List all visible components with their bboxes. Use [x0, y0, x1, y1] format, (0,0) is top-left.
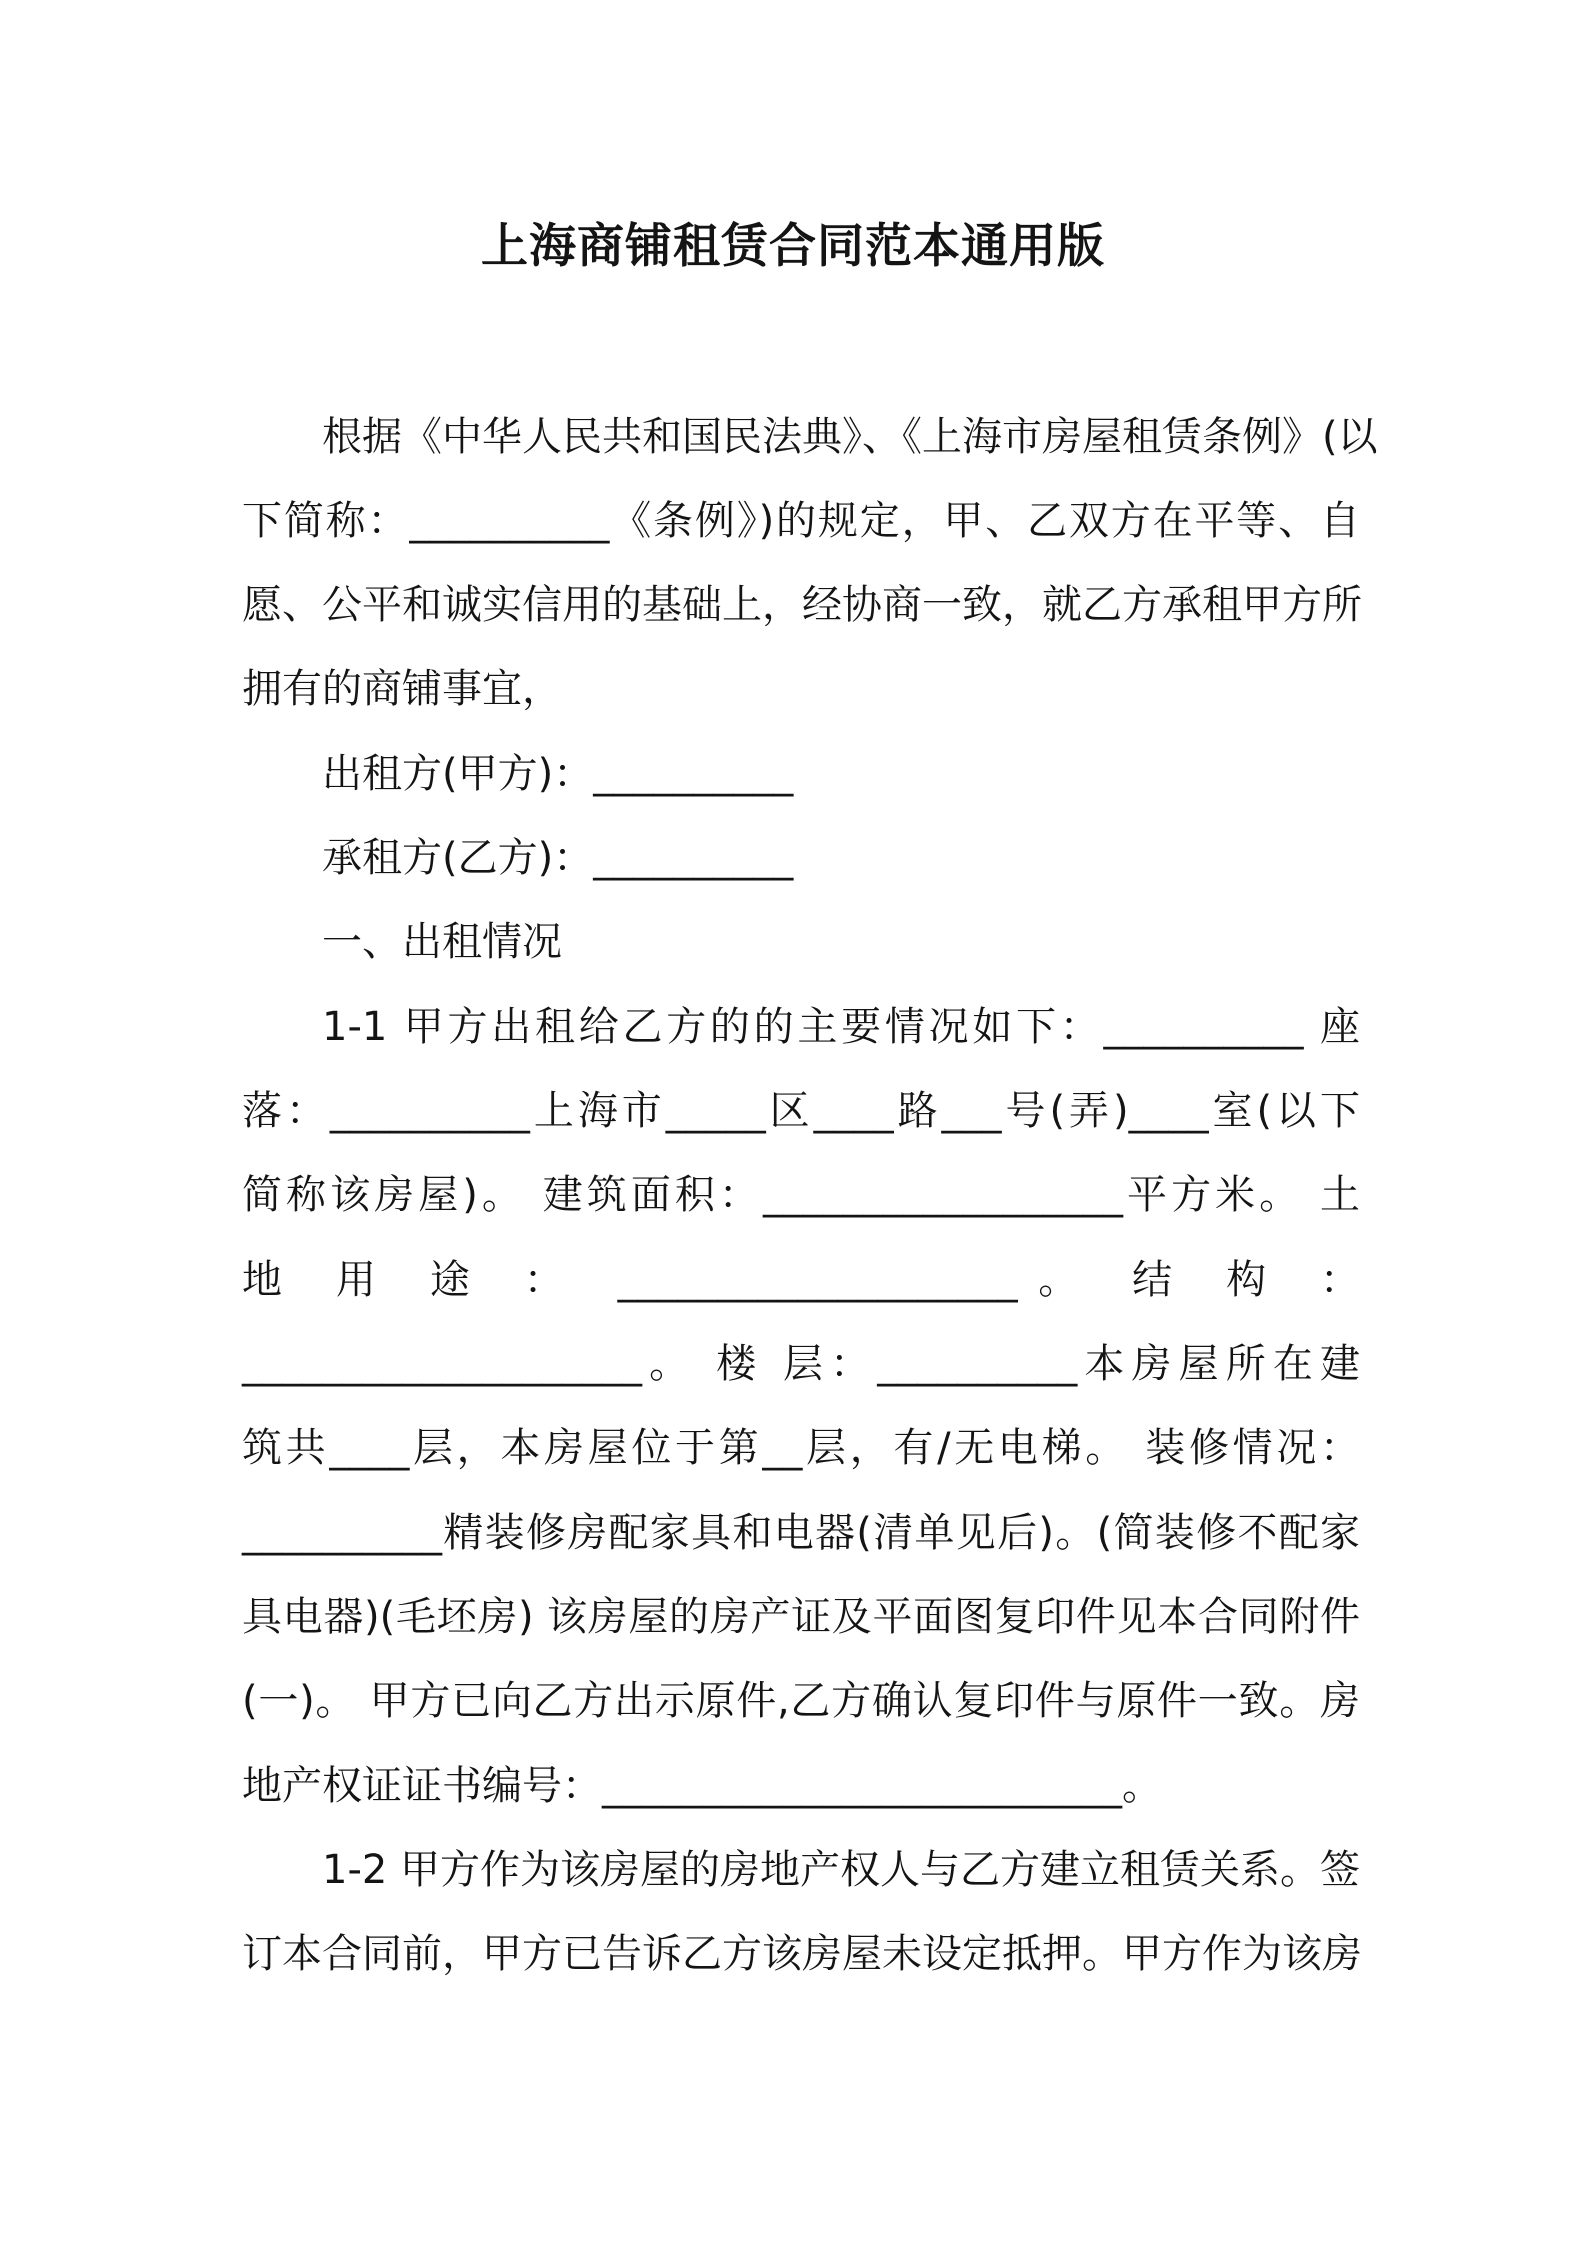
- clause-line: 落：__________上海市_____区____路___号(弄)____室(以下: [242, 1088, 1360, 1134]
- clause-line: __________精装修房配家具和电器(清单见后)。(简装修不配家: [242, 1510, 1360, 1556]
- clause-line: (一)。 甲方已向乙方出示原件,乙方确认复印件与原件一致。房: [242, 1678, 1360, 1724]
- clause-line: 1-2 甲方作为该房屋的房地产权人与乙方建立租赁关系。签: [322, 1847, 1361, 1893]
- clause-line: 简称该房屋)。 建筑面积：__________________平方米。 土: [242, 1172, 1360, 1218]
- paragraph-line: 根据《中华人民共和国民法典》、《上海市房屋租赁条例》(以: [322, 414, 1378, 460]
- clause-line: ____________________。 楼 层：__________本房屋所在建: [242, 1341, 1360, 1387]
- lessee-line: 承租方(乙方)：__________: [322, 835, 794, 881]
- clause-line: 地产权证证书编号：__________________________。: [242, 1763, 1162, 1809]
- section-heading: 一、出租情况: [322, 919, 562, 965]
- clause-line: 具电器)(毛坯房) 该房屋的房产证及平面图复印件见本合同附件: [242, 1594, 1360, 1640]
- paragraph-line: 下简称：__________《条例》)的规定，甲、乙双方在平等、自: [242, 498, 1360, 544]
- paragraph-line: 拥有的商铺事宜，: [242, 666, 562, 712]
- document-title: 上海商铺租赁合同范本通用版: [481, 219, 1105, 274]
- paragraph-line: 愿、公平和诚实信用的基础上，经协商一致，就乙方承租甲方所: [242, 582, 1362, 628]
- clause-line: 1-1 甲方出租给乙方的的主要情况如下：__________ 座: [322, 1004, 1360, 1050]
- clause-line: 订本合同前，甲方已告诉乙方该房屋未设定抵押。甲方作为该房: [242, 1931, 1362, 1977]
- lessor-line: 出租方(甲方)：__________: [322, 751, 794, 797]
- clause-line: 地 用 途 ： ____________________。 结 构 ：: [242, 1257, 1360, 1303]
- clause-line: 筑共____层，本房屋位于第__层，有/无电梯。 装修情况：: [242, 1425, 1360, 1471]
